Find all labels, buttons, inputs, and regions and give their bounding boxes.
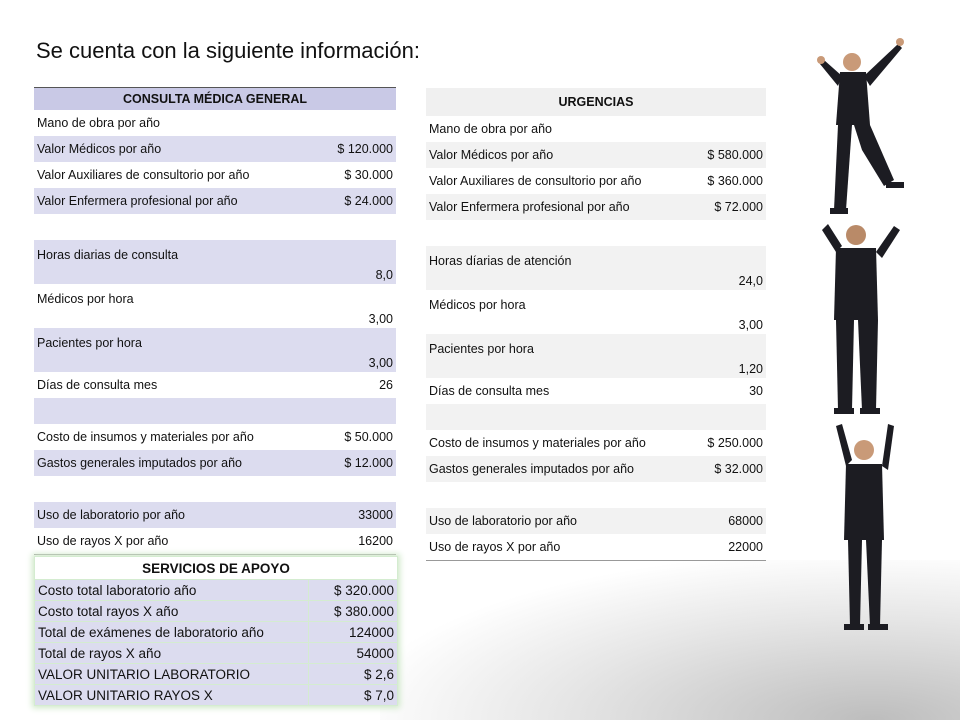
row-value: $ 360.000 [698, 168, 766, 194]
row-label: Costo total rayos X año [35, 601, 309, 622]
row-label: Médicos por hora [426, 290, 698, 334]
servicios-apoyo-table [34, 556, 398, 706]
row-value [327, 476, 396, 502]
row-value [327, 110, 396, 136]
row-label [34, 476, 327, 502]
table-row [426, 220, 766, 246]
row-value [698, 482, 766, 508]
table-row [426, 482, 766, 508]
table-row [34, 110, 396, 136]
row-label: Pacientes por hora [34, 328, 327, 372]
table-header-row [35, 557, 398, 580]
table-row [426, 116, 766, 142]
row-value [327, 398, 396, 424]
row-label: Costo total laboratorio año [35, 580, 309, 601]
row-value: 54000 [309, 643, 398, 664]
row-value: $ 2,6 [309, 664, 398, 685]
table-row [35, 643, 398, 664]
row-label: Valor Enfermera profesional por año [34, 188, 327, 214]
row-value: 22000 [698, 534, 766, 561]
table-row [34, 450, 396, 476]
row-value: $ 50.000 [327, 424, 396, 450]
urgencias-header: URGENCIAS [426, 88, 766, 116]
row-label: VALOR UNITARIO RAYOS X [35, 685, 309, 706]
row-label: Uso de rayos X por año [426, 534, 698, 561]
row-label: Uso de laboratorio por año [426, 508, 698, 534]
row-label [34, 398, 327, 424]
row-label: Médicos por hora [34, 284, 327, 328]
table-row [35, 685, 398, 706]
row-value [698, 116, 766, 142]
row-label: Uso de laboratorio por año [34, 502, 327, 528]
table-row [426, 334, 766, 378]
table-row [426, 378, 766, 404]
row-value: 8,0 [327, 240, 396, 284]
row-value: $ 250.000 [698, 430, 766, 456]
table-row [34, 284, 396, 328]
row-value: $ 320.000 [309, 580, 398, 601]
table-row [426, 194, 766, 220]
table-row [34, 476, 396, 502]
table-row [35, 601, 398, 622]
row-label [426, 404, 698, 430]
row-value: $ 30.000 [327, 162, 396, 188]
row-label: Pacientes por hora [426, 334, 698, 378]
table-header-row [426, 88, 766, 116]
consulta-table [34, 87, 396, 555]
row-value: 1,20 [698, 334, 766, 378]
table-row [34, 188, 396, 214]
table-row [34, 328, 396, 372]
row-value: 33000 [327, 502, 396, 528]
row-label: Mano de obra por año [34, 110, 327, 136]
urgencias-table [426, 88, 766, 561]
row-label: Días de consulta mes [426, 378, 698, 404]
row-label: Uso de rayos X por año [34, 528, 327, 555]
table-row [34, 240, 396, 284]
consulta-header: CONSULTA MÉDICA GENERAL [34, 88, 396, 111]
row-label: Mano de obra por año [426, 116, 698, 142]
row-label: Total de exámenes de laboratorio año [35, 622, 309, 643]
row-value [698, 220, 766, 246]
row-label [426, 482, 698, 508]
row-label: Horas diarias de consulta [34, 240, 327, 284]
table-row [426, 430, 766, 456]
row-value: 124000 [309, 622, 398, 643]
table-row [34, 502, 396, 528]
row-value: $ 72.000 [698, 194, 766, 220]
table-row [35, 664, 398, 685]
row-value: $ 12.000 [327, 450, 396, 476]
row-label: Valor Médicos por año [34, 136, 327, 162]
row-label: Días de consulta mes [34, 372, 327, 398]
apoyo-header: SERVICIOS DE APOYO [35, 557, 398, 580]
table-header-row [34, 88, 396, 111]
row-label: Valor Médicos por año [426, 142, 698, 168]
table-row [35, 622, 398, 643]
row-value: 24,0 [698, 246, 766, 290]
table-row [35, 580, 398, 601]
row-label: Horas díarias de atención [426, 246, 698, 290]
row-label [34, 214, 327, 240]
table-row [34, 528, 396, 555]
table-row [426, 508, 766, 534]
row-label: VALOR UNITARIO LABORATORIO [35, 664, 309, 685]
table-row [426, 142, 766, 168]
row-value: $ 24.000 [327, 188, 396, 214]
row-label: Gastos generales imputados por año [426, 456, 698, 482]
row-value: $ 120.000 [327, 136, 396, 162]
table-row [426, 404, 766, 430]
table-row [426, 534, 766, 561]
table-row [34, 162, 396, 188]
table-row [34, 372, 396, 398]
table-row [426, 168, 766, 194]
row-value: 30 [698, 378, 766, 404]
table-row [426, 246, 766, 290]
table-row [426, 456, 766, 482]
row-value: 3,00 [698, 290, 766, 334]
row-value: 3,00 [327, 328, 396, 372]
slide-title: Se cuenta con la siguiente información: [36, 38, 421, 63]
table-row [34, 136, 396, 162]
table-row [34, 424, 396, 450]
row-value: $ 7,0 [309, 685, 398, 706]
row-value: 16200 [327, 528, 396, 555]
row-value: 26 [327, 372, 396, 398]
row-label: Valor Auxiliares de consultorio por año [426, 168, 698, 194]
row-label: Valor Enfermera profesional por año [426, 194, 698, 220]
row-label: Gastos generales imputados por año [34, 450, 327, 476]
table-row [34, 214, 396, 240]
row-value: $ 380.000 [309, 601, 398, 622]
row-label: Valor Auxiliares de consultorio por año [34, 162, 327, 188]
row-value: $ 580.000 [698, 142, 766, 168]
row-value [327, 214, 396, 240]
row-label: Costo de insumos y materiales por año [34, 424, 327, 450]
table-row [426, 290, 766, 334]
row-value [698, 404, 766, 430]
row-value: $ 32.000 [698, 456, 766, 482]
row-label: Total de rayos X año [35, 643, 309, 664]
row-label [426, 220, 698, 246]
row-value: 3,00 [327, 284, 396, 328]
business-people-climbing-icon [790, 30, 950, 640]
row-label: Costo de insumos y materiales por año [426, 430, 698, 456]
table-row [34, 398, 396, 424]
row-value: 68000 [698, 508, 766, 534]
